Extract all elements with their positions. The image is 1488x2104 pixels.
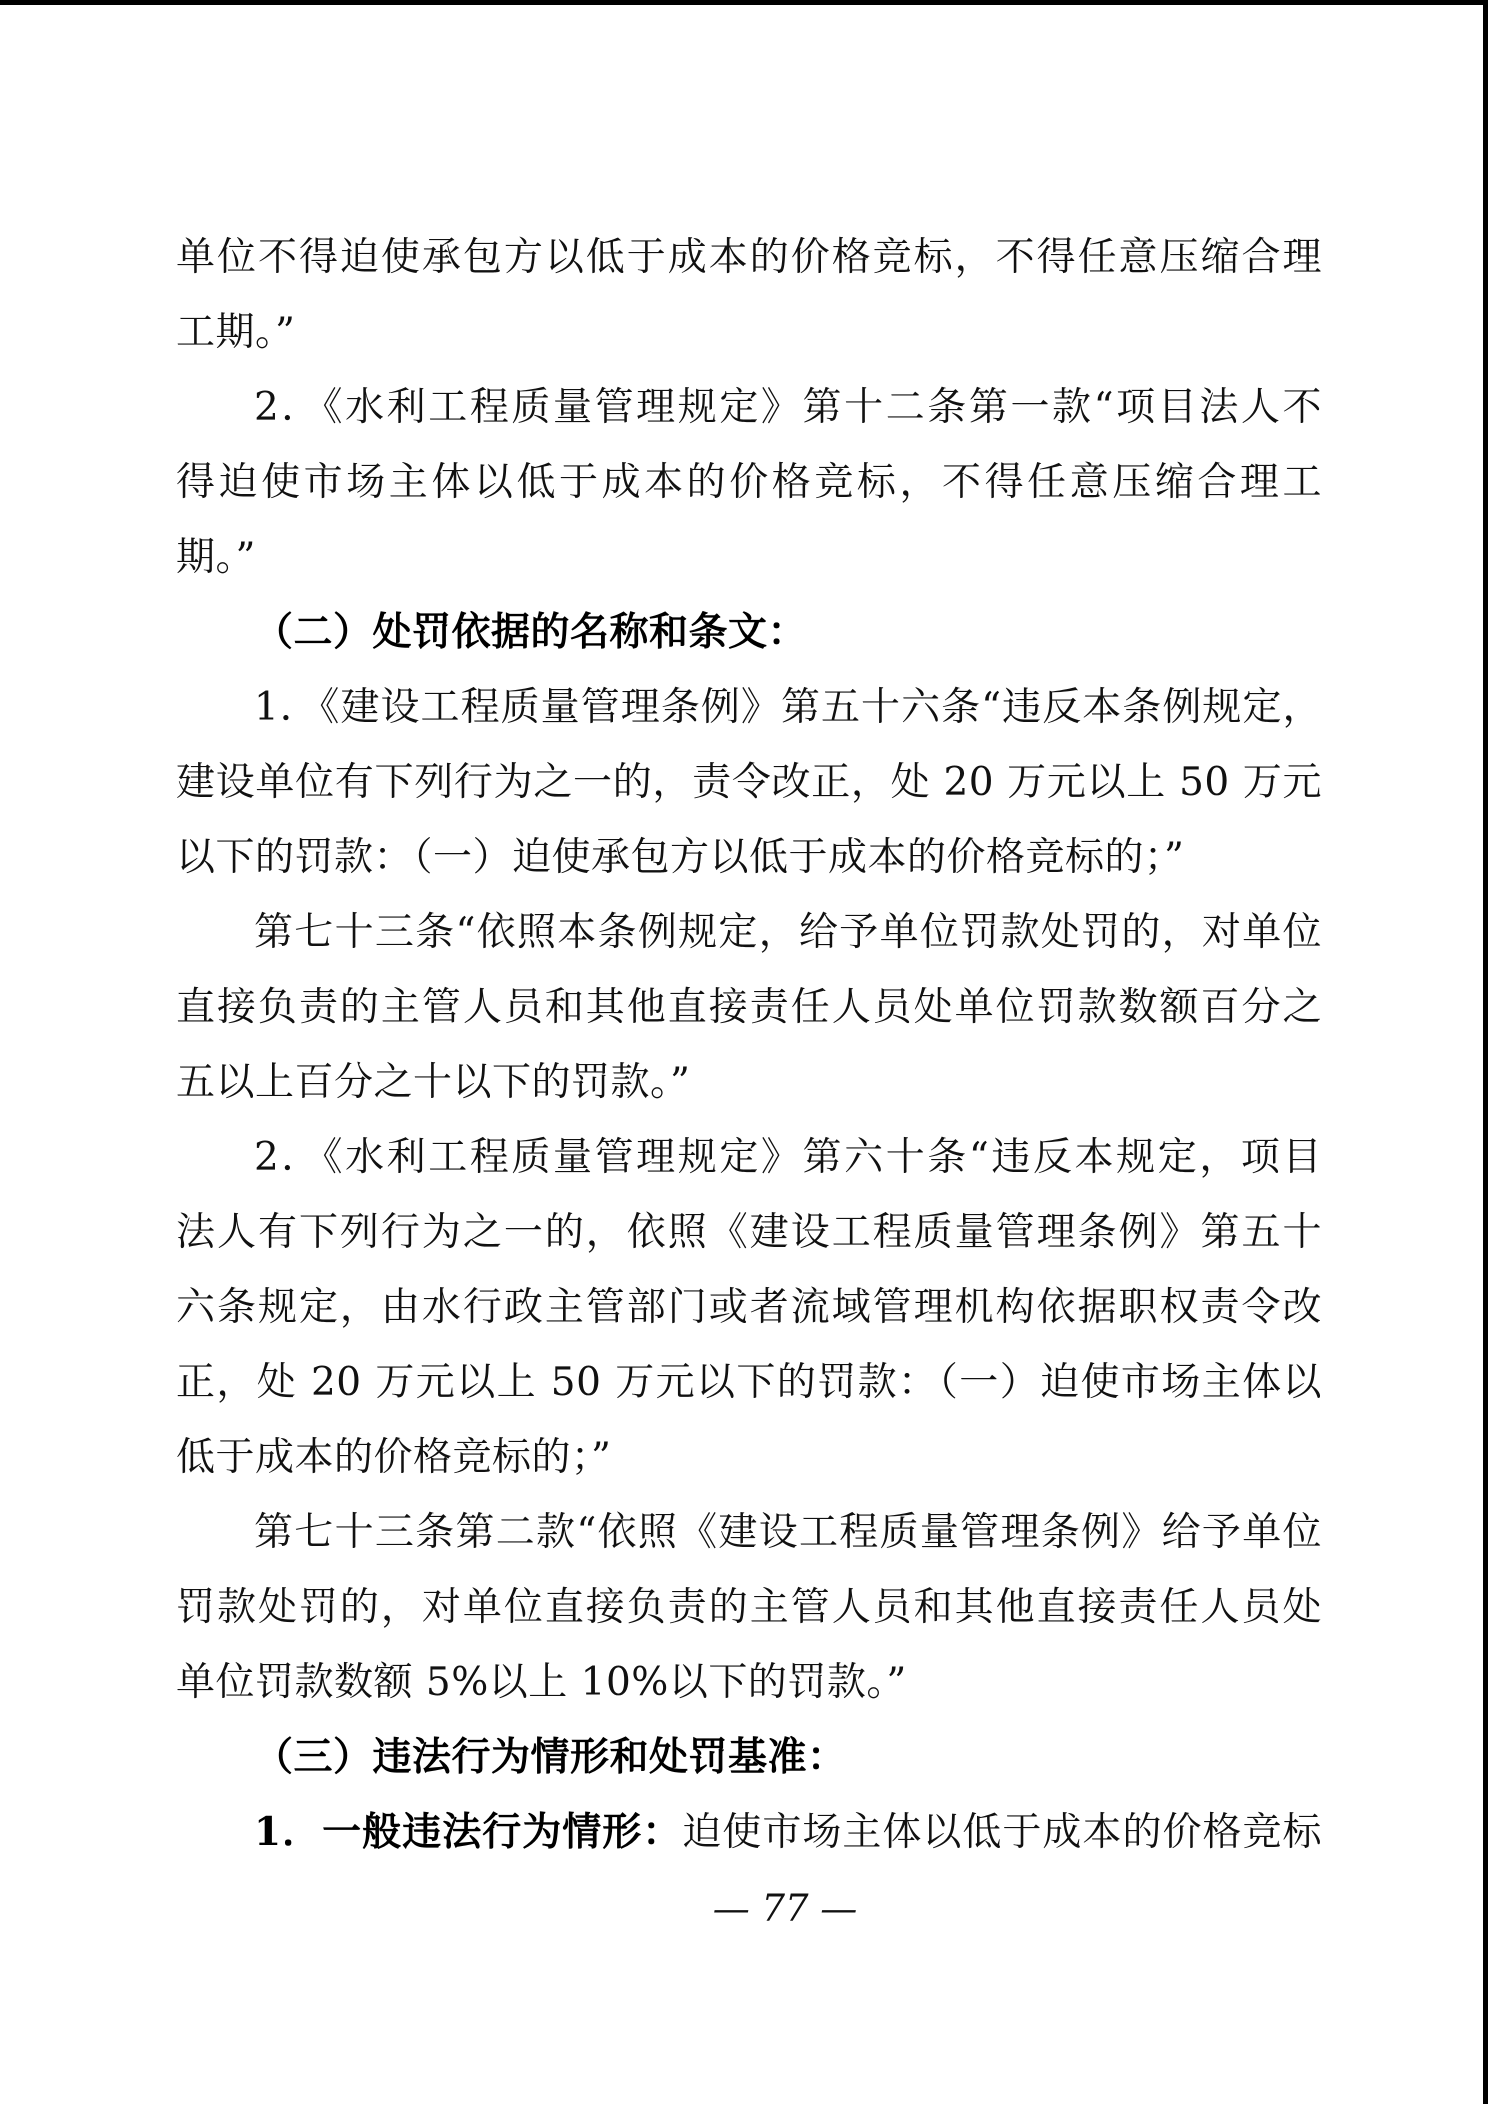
document-line: 单位罚款数额 5%以上 10%以下的罚款。”: [176, 1660, 907, 1705]
document-line: 2．《水利工程质量管理规定》第六十条“违反本规定，项目: [254, 1135, 1322, 1180]
document-line: 直接负责的主管人员和其他直接责任人员处单位罚款数额百分之: [176, 985, 1322, 1030]
document-line: 1．《建设工程质量管理条例》第五十六条“违反本条例规定，: [254, 685, 1322, 730]
page-number: — 77 —: [712, 1887, 858, 1930]
document-heading-line: （三）违法行为情形和处罚基准：: [254, 1734, 847, 1780]
document-line: 单位不得迫使承包方以低于成本的价格竞标，不得任意压缩合理: [176, 235, 1322, 280]
scan-edge-right-line: [1483, 0, 1488, 2104]
document-line: [176, 1795, 1322, 1870]
document-line: 五以上百分之十以下的罚款。”: [176, 1060, 691, 1105]
document-body: [176, 220, 1322, 1870]
document-line: 得迫使市场主体以低于成本的价格竞标，不得任意压缩合理工: [176, 460, 1322, 505]
document-line: 法人有下列行为之一的，依照《建设工程质量管理条例》第五十: [176, 1210, 1322, 1255]
document-line: 期。”: [176, 535, 256, 580]
document-line: 低于成本的价格竞标的；”: [176, 1435, 612, 1480]
document-line: 建设单位有下列行为之一的，责令改正，处 20 万元以上 50 万元: [176, 760, 1322, 805]
document-line: 以下的罚款：（一）迫使承包方以低于成本的价格竞标的；”: [176, 835, 1185, 880]
page-footer: [212, 1871, 1358, 1946]
document-line: 六条规定，由水行政主管部门或者流域管理机构依据职权责令改: [176, 1285, 1322, 1330]
document-line: 罚款处罚的，对单位直接负责的主管人员和其他直接责任人员处: [176, 1585, 1322, 1630]
document-line: 2．《水利工程质量管理规定》第十二条第一款“项目法人不: [254, 385, 1322, 430]
document-heading-line: （二）处罚依据的名称和条文：: [254, 609, 808, 655]
line-text: 迫使市场主体以低于成本的价格竞标: [682, 1810, 1322, 1855]
scan-edge-top-line: [0, 0, 1488, 5]
line-bold-prefix: 1．一般违法行为情形：: [254, 1809, 683, 1855]
document-line: 第七十三条“依照本条例规定，给予单位罚款处罚的，对单位: [254, 910, 1322, 955]
document-line: 第七十三条第二款“依照《建设工程质量管理条例》给予单位: [254, 1510, 1322, 1555]
document-line: 正，处 20 万元以上 50 万元以下的罚款：（一）迫使市场主体以: [176, 1360, 1322, 1405]
document-line: 工期。”: [176, 310, 296, 355]
